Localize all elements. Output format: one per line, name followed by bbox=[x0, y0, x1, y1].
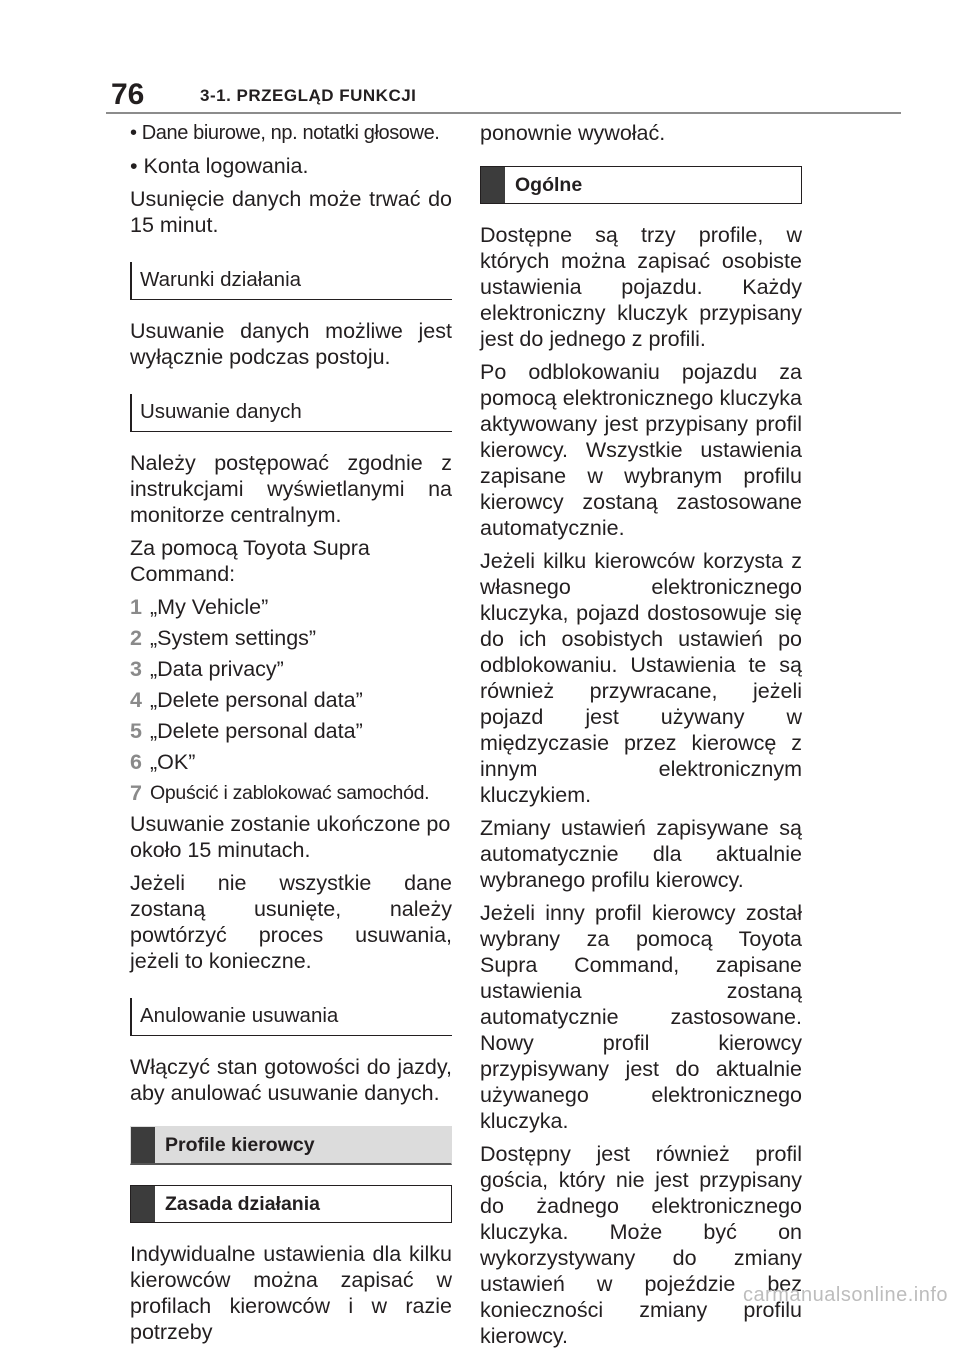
paragraph: Dostępny jest również profil gościa, który nie jest przypisany do żadnego elektronicznego kluczyka. Może być on wykorzystywany do zmiany ustawień w pojeździe bez konieczności zmiany profilu kierowcy. bbox=[480, 1142, 802, 1348]
steps-list bbox=[130, 594, 452, 806]
step-item bbox=[130, 749, 452, 775]
paragraph: Po odblokowaniu pojazdu za pomocą elektronicznego kluczyka aktywowany jest przypisany profil kierowcy. Wszystkie ustawienia zapisane w wybranym profilu kierowcy zostaną zastosowane automatycznie. bbox=[480, 360, 802, 540]
section-heading-principle bbox=[130, 1185, 452, 1223]
paragraph: Dostępne są trzy profile, w których można zapisać osobiste ustawienia pojazdu. Każdy elektroniczny kluczyk przypisany jest do jednego z profili. bbox=[480, 223, 802, 351]
step-text: „Delete personal data” bbox=[150, 688, 363, 712]
step-number: 7 bbox=[130, 781, 142, 805]
section-heading-general bbox=[480, 166, 802, 204]
step-item bbox=[130, 780, 452, 806]
step-number: 1 bbox=[130, 595, 142, 619]
section-title: Zasada działania bbox=[165, 1193, 320, 1215]
step-item bbox=[130, 687, 452, 713]
step-text: „Delete personal data” bbox=[150, 719, 363, 743]
step-number: 3 bbox=[130, 657, 142, 681]
paragraph: Za pomocą Toyota Supra Command: bbox=[130, 536, 370, 586]
paragraph: Usuwanie danych możliwe jest wyłącznie podczas postoju. bbox=[130, 319, 452, 369]
step-text: „My Vehicle” bbox=[150, 595, 269, 619]
paragraph: Włączyć stan gotowości do jazdy, aby anulować usuwanie danych. bbox=[130, 1055, 452, 1105]
section-heading-driver-profiles bbox=[130, 1126, 452, 1165]
step-text: „System settings” bbox=[150, 626, 317, 650]
paragraph: ponownie wywołać. bbox=[480, 121, 666, 145]
section-title: Profile kierowcy bbox=[165, 1134, 315, 1156]
paragraph: Jeżeli inny profil kierowcy został wybrany za pomocą Toyota Supra Command, zapisane ustawienia zostaną automatycznie zastosowane. Nowy profil kierowcy przypisywany jest do aktualnie używanego elektronicznego kluczyka. bbox=[480, 901, 802, 1133]
section-marker bbox=[481, 167, 505, 203]
page-number: 76 bbox=[111, 78, 145, 111]
step-number: 5 bbox=[130, 719, 142, 743]
subheading-cancel-deletion: Anulowanie usuwania bbox=[130, 998, 452, 1036]
subheading-delete-data: Usuwanie danych bbox=[130, 394, 452, 432]
step-text: „OK” bbox=[150, 750, 196, 774]
paragraph: Zmiany ustawień zapisywane są automatycznie dla aktualnie wybranego profilu kierowcy. bbox=[480, 816, 802, 892]
step-number: 4 bbox=[130, 688, 142, 712]
section-marker bbox=[131, 1186, 155, 1222]
section-title: Ogólne bbox=[515, 174, 583, 196]
step-number: 6 bbox=[130, 750, 142, 774]
left-column bbox=[130, 120, 452, 1352]
step-text: „Data privacy” bbox=[150, 657, 284, 681]
paragraph: Jeżeli kilku kierowców korzysta z własnego elektronicznego kluczyka, pojazd dostosowuje się do ich osobistych ustawień po odblokowaniu. Ustawienia te są również przywracane, jeżeli pojazd jest używany w międzyczasie przez kierowcę z innym elektronicznym kluczykiem. bbox=[480, 549, 802, 807]
paragraph: Należy postępować zgodnie z instrukcjami wyświetlanymi na monitorze centralnym. bbox=[130, 451, 452, 527]
section-marker bbox=[131, 1127, 155, 1163]
page-header bbox=[0, 0, 960, 120]
paragraph: Jeżeli nie wszystkie dane zostaną usunięte, należy powtórzyć proces usuwania, jeżeli to konieczne. bbox=[130, 871, 452, 973]
step-item bbox=[130, 625, 452, 651]
list-item: • Konta logowania. bbox=[130, 154, 309, 178]
step-item bbox=[130, 594, 452, 620]
chapter-title: 3-1. PRZEGLĄD FUNKCJI bbox=[200, 86, 417, 105]
step-text: Opuścić i zablokować samochód. bbox=[150, 782, 430, 804]
step-item bbox=[130, 656, 452, 682]
step-item bbox=[130, 718, 452, 744]
right-column bbox=[480, 120, 802, 1356]
watermark-logo: carmanualsonline.info bbox=[742, 1284, 948, 1306]
header-divider bbox=[106, 112, 901, 114]
paragraph: Usunięcie danych może trwać do 15 minut. bbox=[130, 187, 452, 237]
subheading-operating-conditions: Warunki działania bbox=[130, 262, 452, 300]
step-number: 2 bbox=[130, 626, 142, 650]
list-item: • Dane biurowe, np. notatki głosowe. bbox=[130, 122, 440, 144]
paragraph: Usuwanie zostanie ukończone po około 15 minutach. bbox=[130, 812, 451, 862]
paragraph: Indywidualne ustawienia dla kilku kierowców można zapisać w profilach kierowców i w razie potrzeby bbox=[130, 1242, 452, 1344]
